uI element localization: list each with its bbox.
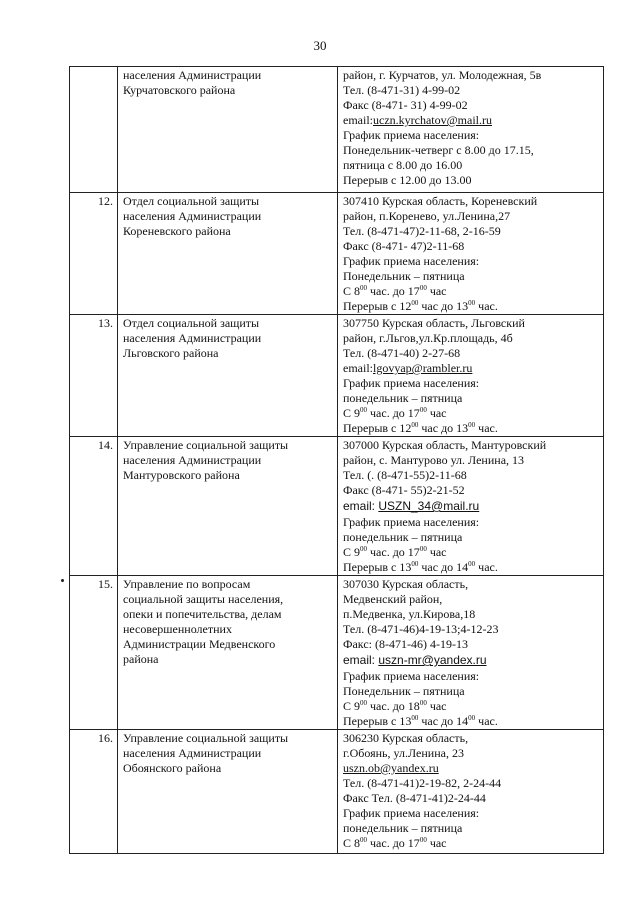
address-line: район, г.Льгов,ул.Кр.площадь, 4б — [343, 331, 513, 345]
address-line: п.Медвенка, ул.Кирова,18 — [343, 607, 476, 621]
schedule-title: График приема населения: — [343, 515, 480, 529]
address-line: 307410 Курская область, Кореневский — [343, 194, 538, 208]
fax-line: Факс Тел. (8-471-41)2-24-44 — [343, 791, 486, 805]
email-link[interactable]: uczn.kyrchatov@mail.ru — [373, 113, 493, 127]
schedule-title: График приема населения: — [343, 806, 480, 820]
address-line: Медвенский район, — [343, 592, 443, 606]
table-row — [70, 315, 604, 437]
table-row — [70, 437, 604, 576]
fax-line: Факс (8-471- 31) 4-99-02 — [343, 98, 468, 112]
phone-line: Тел. (. (8-471-55)2-11-68 — [343, 468, 467, 482]
email-link[interactable]: USZN_34@mail.ru — [378, 499, 480, 513]
phone-line: Тел. (8-471-40) 2-27-68 — [343, 346, 461, 360]
schedule-hours: С $8^{00}$ час. до $17^{00}$ час — [343, 284, 447, 298]
schedule-break: Перерыв с $12^{00}$ час до $13^{00}$ час. — [343, 299, 498, 313]
schedule-break: Перерыв с 12.00 до 13.00 — [343, 173, 472, 187]
email-line: email: USZN_34@mail.ru — [343, 499, 480, 513]
schedule-days: понедельник – пятница — [343, 391, 463, 405]
email-link[interactable]: uszn-mr@yandex.ru — [378, 653, 487, 667]
organization-name: Отдел социальной защиты населения Администрации Льговского района — [118, 315, 338, 437]
schedule-hours: С $9^{00}$ час. до $17^{00}$ час — [343, 545, 447, 559]
schedule-hours: пятница с 8.00 до 16.00 — [343, 158, 463, 172]
row-number — [70, 67, 118, 193]
schedule-hours: С $8^{00}$ час. до $17^{00}$ час — [343, 836, 447, 850]
schedule-break: Перерыв с $13^{00}$ час до $14^{00}$ час. — [343, 560, 498, 574]
address-line: 306230 Курская область, — [343, 731, 469, 745]
table-row — [70, 193, 604, 315]
phone-line: Тел. (8-471-47)2-11-68, 2-16-59 — [343, 224, 501, 238]
address-line: район, г. Курчатов, ул. Молодежная, 5в — [343, 68, 542, 82]
fax-line: Факс (8-471- 55)2-21-52 — [343, 483, 465, 497]
schedule-days: Понедельник-четверг с 8.00 до 17.15, — [343, 143, 534, 157]
schedule-break: Перерыв с $12^{00}$ час до $13^{00}$ час. — [343, 421, 498, 435]
contacts-table — [69, 66, 604, 854]
row-number: 15. — [70, 576, 118, 730]
contact-info — [338, 576, 604, 730]
address-line: 307030 Курская область, — [343, 577, 469, 591]
address-line: 307750 Курская область, Льговский — [343, 316, 525, 330]
schedule-break: Перерыв с $13^{00}$ час до $14^{00}$ час. — [343, 714, 498, 728]
contact-info — [338, 437, 604, 576]
schedule-days: Понедельник – пятница — [343, 684, 465, 698]
row-number: 14. — [70, 437, 118, 576]
organization-name: населения Администрации Курчатовского района — [118, 67, 338, 193]
schedule-title: График приема населения: — [343, 128, 480, 142]
email-link[interactable]: uszn.ob@yandex.ru — [343, 761, 439, 775]
schedule-days: Понедельник – пятница — [343, 269, 465, 283]
organization-name: Отдел социальной защиты населения Администрации Кореневского района — [118, 193, 338, 315]
phone-line: Тел. (8-471-41)2-19-82, 2-24-44 — [343, 776, 502, 790]
row-number: 12. — [70, 193, 118, 315]
contact-info — [338, 315, 604, 437]
page-number: 30 — [313, 38, 327, 53]
address-line: район, с. Мантурово ул. Ленина, 13 — [343, 453, 525, 467]
table-row — [70, 67, 604, 193]
email-line: email:uczn.kyrchatov@mail.ru — [343, 113, 493, 127]
table-row — [70, 576, 604, 730]
schedule-hours: С $9^{00}$ час. до $17^{00}$ час — [343, 406, 447, 420]
table-row — [70, 730, 604, 854]
fax-line: Факс (8-471- 47)2-11-68 — [343, 239, 465, 253]
phone-line: Тел. (8-471-31) 4-99-02 — [343, 83, 461, 97]
contact-info — [338, 730, 604, 854]
address-line: район, п.Коренево, ул.Ленина,27 — [343, 209, 511, 223]
schedule-hours: С $9^{00}$ час. до $18^{00}$ час — [343, 699, 447, 713]
organization-name: Управление социальной защиты населения Администрации Мантуровского района — [118, 437, 338, 576]
schedule-title: График приема населения: — [343, 376, 480, 390]
contact-info — [338, 193, 604, 315]
schedule-title: График приема населения: — [343, 669, 480, 683]
email-line: email: uszn-mr@yandex.ru — [343, 653, 487, 667]
row-number: 13. — [70, 315, 118, 437]
schedule-days: понедельник – пятница — [343, 530, 463, 544]
row-number: 16. — [70, 730, 118, 854]
email-link[interactable]: lgovyap@rambler.ru — [373, 361, 473, 375]
schedule-days: понедельник – пятница — [343, 821, 463, 835]
contact-info — [338, 67, 604, 193]
schedule-title: График приема населения: — [343, 254, 480, 268]
organization-name: Управление по вопросам социальной защиты населения, опеки и попечительства, делам несовершеннолетних Администрации Медвенского района — [118, 576, 338, 730]
phone-line: Тел. (8-471-46)4-19-13;4-12-23 — [343, 622, 499, 636]
margin-dot — [61, 579, 64, 582]
address-line: г.Обоянь, ул.Ленина, 23 — [343, 746, 464, 760]
organization-name: Управление социальной защиты населения Администрации Обоянского района — [118, 730, 338, 854]
email-line: email:lgovyap@rambler.ru — [343, 361, 473, 375]
address-line: 307000 Курская область, Мантуровский — [343, 438, 547, 452]
fax-line: Факс: (8-471-46) 4-19-13 — [343, 637, 468, 651]
